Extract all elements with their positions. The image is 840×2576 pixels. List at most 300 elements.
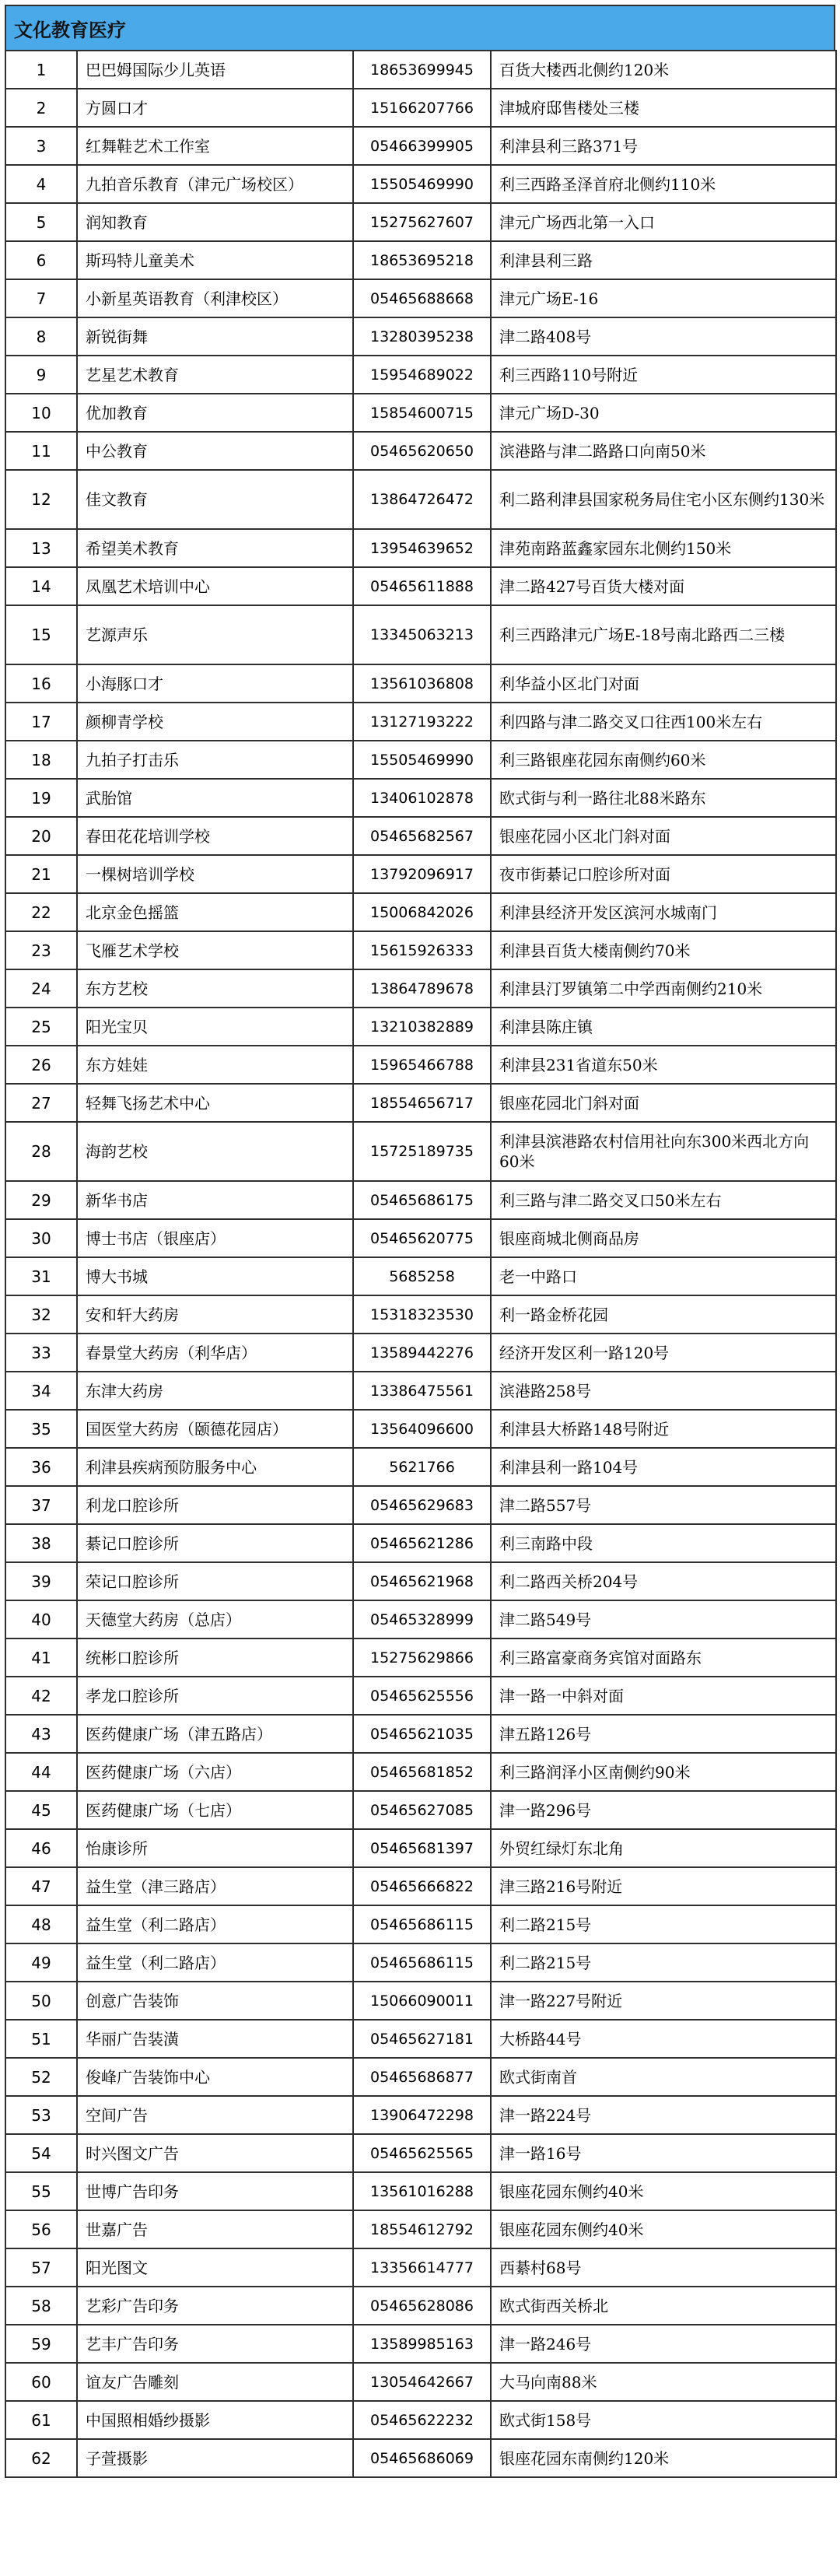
address-cell: 津一路一中斜对面 — [491, 1677, 836, 1715]
phone-number-cell: 18554612792 — [353, 2210, 491, 2248]
row-number-cell: 41 — [5, 1638, 77, 1677]
row-number-cell: 15 — [5, 605, 77, 664]
table-row — [5, 1677, 836, 1715]
business-name-cell: 中国照相婚纱摄影 — [77, 2401, 353, 2439]
business-name-cell: 孝龙口腔诊所 — [77, 1677, 353, 1715]
row-number-cell: 39 — [5, 1562, 77, 1600]
table-row — [5, 356, 836, 394]
row-number-cell: 45 — [5, 1791, 77, 1829]
phone-number-cell: 05465686175 — [353, 1181, 491, 1219]
business-name-cell: 春田花花培训学校 — [77, 817, 353, 855]
phone-number-cell: 15318323530 — [353, 1295, 491, 1334]
phone-number-cell: 13864726472 — [353, 470, 491, 529]
business-name-cell: 武胎馆 — [77, 779, 353, 817]
address-cell: 津一路224号 — [491, 2096, 836, 2134]
table-row — [5, 127, 836, 165]
row-number-cell: 7 — [5, 279, 77, 317]
business-name-cell: 利津县疾病预防服务中心 — [77, 1448, 353, 1486]
row-number-cell: 48 — [5, 1905, 77, 1943]
address-cell: 津一路296号 — [491, 1791, 836, 1829]
business-name-cell: 医药健康广场（六店） — [77, 1753, 353, 1791]
address-cell: 滨港路与津二路路口向南50米 — [491, 432, 836, 470]
table-row — [5, 2058, 836, 2096]
address-cell: 利津县百货大楼南侧约70米 — [491, 931, 836, 969]
phone-number-cell: 15954689022 — [353, 356, 491, 394]
row-number-cell: 62 — [5, 2439, 77, 2477]
address-cell: 津二路557号 — [491, 1486, 836, 1524]
table-row — [5, 664, 836, 703]
address-cell: 利津县利三路 — [491, 241, 836, 279]
table-row — [5, 741, 836, 779]
phone-number-cell: 05465682567 — [353, 817, 491, 855]
business-name-cell: 益生堂（津三路店） — [77, 1867, 353, 1905]
address-cell: 津元广场D-30 — [491, 394, 836, 432]
section-title: 文化教育医疗 — [5, 5, 835, 50]
address-cell: 银座花园东南侧约120米 — [491, 2439, 836, 2477]
business-name-cell: 阳光宝贝 — [77, 1008, 353, 1046]
directory-sheet — [0, 5, 840, 2576]
address-cell: 银座花园东侧约40米 — [491, 2210, 836, 2248]
address-cell: 银座花园北门斜对面 — [491, 1084, 836, 1122]
table-row — [5, 1829, 836, 1867]
address-cell: 欧式街与利一路往北88米路东 — [491, 779, 836, 817]
phone-number-cell: 05465686115 — [353, 1905, 491, 1943]
phone-number-cell: 13954639652 — [353, 529, 491, 567]
row-number-cell: 33 — [5, 1334, 77, 1372]
table-row — [5, 1295, 836, 1334]
table-row — [5, 605, 836, 664]
address-cell: 欧式街158号 — [491, 2401, 836, 2439]
table-row — [5, 2287, 836, 2325]
phone-number-cell: 13589442276 — [353, 1334, 491, 1372]
table-row — [5, 1638, 836, 1677]
address-cell: 利津县经济开发区滨河水城南门 — [491, 893, 836, 931]
phone-number-cell: 18554656717 — [353, 1084, 491, 1122]
row-number-cell: 37 — [5, 1486, 77, 1524]
phone-number-cell: 13356614777 — [353, 2248, 491, 2287]
business-name-cell: 小海豚口才 — [77, 664, 353, 703]
row-number-cell: 24 — [5, 969, 77, 1008]
table-row — [5, 1715, 836, 1753]
table-row — [5, 779, 836, 817]
business-name-cell: 艺源声乐 — [77, 605, 353, 664]
phone-number-cell: 05465628086 — [353, 2287, 491, 2325]
address-cell: 津二路408号 — [491, 317, 836, 356]
address-cell: 利四路与津二路交叉口往西100米左右 — [491, 703, 836, 741]
business-name-cell: 斯玛特儿童美术 — [77, 241, 353, 279]
row-number-cell: 13 — [5, 529, 77, 567]
business-name-cell: 春景堂大药房（利华店） — [77, 1334, 353, 1372]
address-cell: 利三南路中段 — [491, 1524, 836, 1562]
table-row — [5, 529, 836, 567]
phone-number-cell: 13280395238 — [353, 317, 491, 356]
phone-number-cell: 13561016288 — [353, 2172, 491, 2210]
phone-number-cell: 05466399905 — [353, 127, 491, 165]
table-row — [5, 470, 836, 529]
table-row — [5, 1791, 836, 1829]
row-number-cell: 50 — [5, 1982, 77, 2020]
address-cell: 利三西路圣泽首府北侧约110米 — [491, 165, 836, 203]
phone-number-cell: 18653695218 — [353, 241, 491, 279]
phone-number-cell: 05465622232 — [353, 2401, 491, 2439]
table-row — [5, 2020, 836, 2058]
row-number-cell: 10 — [5, 394, 77, 432]
address-cell: 西綦村68号 — [491, 2248, 836, 2287]
row-number-cell: 32 — [5, 1295, 77, 1334]
phone-number-cell: 05465686877 — [353, 2058, 491, 2096]
business-name-cell: 艺丰广告印务 — [77, 2325, 353, 2363]
address-cell: 百货大楼西北侧约120米 — [491, 51, 836, 89]
table-row — [5, 394, 836, 432]
address-cell: 津元广场E-16 — [491, 279, 836, 317]
business-name-cell: 世嘉广告 — [77, 2210, 353, 2248]
table-row — [5, 567, 836, 605]
table-row — [5, 165, 836, 203]
phone-number-cell: 05465611888 — [353, 567, 491, 605]
business-name-cell: 利龙口腔诊所 — [77, 1486, 353, 1524]
address-cell: 银座商城北侧商品房 — [491, 1219, 836, 1257]
table-body — [5, 51, 836, 2477]
table-row — [5, 1486, 836, 1524]
phone-number-cell: 13406102878 — [353, 779, 491, 817]
row-number-cell: 30 — [5, 1219, 77, 1257]
address-cell: 利津县滨港路农村信用社向东300米西北方向60米 — [491, 1122, 836, 1181]
address-cell: 利华益小区北门对面 — [491, 664, 836, 703]
business-name-cell: 海韵艺校 — [77, 1122, 353, 1181]
phone-number-cell: 15854600715 — [353, 394, 491, 432]
address-cell: 津苑南路蓝鑫家园东北侧约150米 — [491, 529, 836, 567]
phone-number-cell: 13561036808 — [353, 664, 491, 703]
phone-number-cell: 05465328999 — [353, 1600, 491, 1638]
phone-number-cell: 05465627181 — [353, 2020, 491, 2058]
row-number-cell: 59 — [5, 2325, 77, 2363]
row-number-cell: 19 — [5, 779, 77, 817]
address-cell: 大马向南88米 — [491, 2363, 836, 2401]
row-number-cell: 58 — [5, 2287, 77, 2325]
address-cell: 老一中路口 — [491, 1257, 836, 1295]
business-name-cell: 飞雁艺术学校 — [77, 931, 353, 969]
row-number-cell: 25 — [5, 1008, 77, 1046]
address-cell: 夜市街綦记口腔诊所对面 — [491, 855, 836, 893]
table-row — [5, 2210, 836, 2248]
business-name-cell: 阳光图文 — [77, 2248, 353, 2287]
row-number-cell: 20 — [5, 817, 77, 855]
table-row — [5, 2363, 836, 2401]
business-name-cell: 艺彩广告印务 — [77, 2287, 353, 2325]
business-name-cell: 益生堂（利二路店） — [77, 1943, 353, 1982]
row-number-cell: 35 — [5, 1410, 77, 1448]
business-name-cell: 博大书城 — [77, 1257, 353, 1295]
phone-number-cell: 15725189735 — [353, 1122, 491, 1181]
row-number-cell: 17 — [5, 703, 77, 741]
phone-number-cell: 13589985163 — [353, 2325, 491, 2363]
table-row — [5, 2172, 836, 2210]
address-cell: 滨港路258号 — [491, 1372, 836, 1410]
business-name-cell: 医药健康广场（津五路店） — [77, 1715, 353, 1753]
business-name-cell: 空间广告 — [77, 2096, 353, 2134]
row-number-cell: 60 — [5, 2363, 77, 2401]
row-number-cell: 42 — [5, 1677, 77, 1715]
address-cell: 津元广场西北第一入口 — [491, 203, 836, 241]
table-row — [5, 2096, 836, 2134]
row-number-cell: 31 — [5, 1257, 77, 1295]
phone-number-cell: 05465620650 — [353, 432, 491, 470]
row-number-cell: 9 — [5, 356, 77, 394]
phone-number-cell: 13210382889 — [353, 1008, 491, 1046]
address-cell: 津城府邸售楼处三楼 — [491, 89, 836, 127]
table-row — [5, 855, 836, 893]
phone-number-cell: 15275629866 — [353, 1638, 491, 1677]
phone-number-cell: 13564096600 — [353, 1410, 491, 1448]
address-cell: 利一路金桥花园 — [491, 1295, 836, 1334]
row-number-cell: 5 — [5, 203, 77, 241]
table-row — [5, 1448, 836, 1486]
address-cell: 大桥路44号 — [491, 2020, 836, 2058]
address-cell: 银座花园东侧约40米 — [491, 2172, 836, 2210]
phone-number-cell: 13127193222 — [353, 703, 491, 741]
address-cell: 利二路利津县国家税务局住宅小区东侧约130米 — [491, 470, 836, 529]
table-row — [5, 1524, 836, 1562]
row-number-cell: 43 — [5, 1715, 77, 1753]
table-row — [5, 1334, 836, 1372]
row-number-cell: 56 — [5, 2210, 77, 2248]
business-name-cell: 怡康诊所 — [77, 1829, 353, 1867]
address-cell: 利三路与津二路交叉口50米左右 — [491, 1181, 836, 1219]
table-row — [5, 1943, 836, 1982]
table-row — [5, 432, 836, 470]
business-name-cell: 华丽广告装潢 — [77, 2020, 353, 2058]
business-name-cell: 子萱摄影 — [77, 2439, 353, 2477]
row-number-cell: 36 — [5, 1448, 77, 1486]
phone-number-cell: 05465620775 — [353, 1219, 491, 1257]
address-cell: 利津县利一路104号 — [491, 1448, 836, 1486]
phone-number-cell: 05465686115 — [353, 1943, 491, 1982]
table-row — [5, 1982, 836, 2020]
phone-number-cell: 13345063213 — [353, 605, 491, 664]
row-number-cell: 53 — [5, 2096, 77, 2134]
address-cell: 利三西路津元广场E-18号南北路西二三楼 — [491, 605, 836, 664]
row-number-cell: 1 — [5, 51, 77, 89]
table-row — [5, 1084, 836, 1122]
phone-number-cell: 15006842026 — [353, 893, 491, 931]
address-cell: 津一路16号 — [491, 2134, 836, 2172]
phone-number-cell: 13792096917 — [353, 855, 491, 893]
phone-number-cell: 13386475561 — [353, 1372, 491, 1410]
table-row — [5, 1219, 836, 1257]
row-number-cell: 6 — [5, 241, 77, 279]
row-number-cell: 14 — [5, 567, 77, 605]
business-name-cell: 安和轩大药房 — [77, 1295, 353, 1334]
phone-number-cell: 05465621035 — [353, 1715, 491, 1753]
table-row — [5, 1867, 836, 1905]
row-number-cell: 12 — [5, 470, 77, 529]
address-cell: 利二路西关桥204号 — [491, 1562, 836, 1600]
address-cell: 外贸红绿灯东北角 — [491, 1829, 836, 1867]
address-cell: 银座花园小区北门斜对面 — [491, 817, 836, 855]
table-row — [5, 2325, 836, 2363]
address-cell: 利三路银座花园东南侧约60米 — [491, 741, 836, 779]
business-name-cell: 小新星英语教育（利津校区） — [77, 279, 353, 317]
address-cell: 欧式街南首 — [491, 2058, 836, 2096]
business-name-cell: 巴巴姆国际少儿英语 — [77, 51, 353, 89]
table-row — [5, 203, 836, 241]
row-number-cell: 2 — [5, 89, 77, 127]
address-cell: 经济开发区利一路120号 — [491, 1334, 836, 1372]
address-cell: 利二路215号 — [491, 1905, 836, 1943]
business-name-cell: 北京金色摇篮 — [77, 893, 353, 931]
phone-number-cell: 15275627607 — [353, 203, 491, 241]
phone-number-cell: 05465686069 — [353, 2439, 491, 2477]
business-name-cell: 方圆口才 — [77, 89, 353, 127]
business-name-cell: 凤凰艺术培训中心 — [77, 567, 353, 605]
phone-number-cell: 05465681397 — [353, 1829, 491, 1867]
phone-number-cell: 18653699945 — [353, 51, 491, 89]
business-name-cell: 国医堂大药房（颐德花园店） — [77, 1410, 353, 1448]
table-row — [5, 1753, 836, 1791]
business-name-cell: 綦记口腔诊所 — [77, 1524, 353, 1562]
phone-number-cell: 05465629683 — [353, 1486, 491, 1524]
table-row — [5, 1410, 836, 1448]
address-cell: 利津县汀罗镇第二中学西南侧约210米 — [491, 969, 836, 1008]
business-name-cell: 一棵树培训学校 — [77, 855, 353, 893]
address-cell: 津三路216号附近 — [491, 1867, 836, 1905]
business-name-cell: 谊友广告雕刻 — [77, 2363, 353, 2401]
business-name-cell: 东方娃娃 — [77, 1046, 353, 1084]
business-name-cell: 红舞鞋艺术工作室 — [77, 127, 353, 165]
row-number-cell: 44 — [5, 1753, 77, 1791]
business-name-cell: 荣记口腔诊所 — [77, 1562, 353, 1600]
business-name-cell: 世博广告印务 — [77, 2172, 353, 2210]
business-name-cell: 统彬口腔诊所 — [77, 1638, 353, 1677]
phone-number-cell: 15965466788 — [353, 1046, 491, 1084]
table-row — [5, 1600, 836, 1638]
table-row — [5, 89, 836, 127]
business-name-cell: 新华书店 — [77, 1181, 353, 1219]
business-name-cell: 新锐街舞 — [77, 317, 353, 356]
address-cell: 利三路润泽小区南侧约90米 — [491, 1753, 836, 1791]
table-row — [5, 1008, 836, 1046]
row-number-cell: 4 — [5, 165, 77, 203]
row-number-cell: 28 — [5, 1122, 77, 1181]
address-cell: 津一路227号附近 — [491, 1982, 836, 2020]
row-number-cell: 3 — [5, 127, 77, 165]
row-number-cell: 40 — [5, 1600, 77, 1638]
phone-number-cell: 05465621968 — [353, 1562, 491, 1600]
address-cell: 利三西路110号附近 — [491, 356, 836, 394]
business-name-cell: 博士书店（银座店） — [77, 1219, 353, 1257]
table-row — [5, 703, 836, 741]
table-row — [5, 1562, 836, 1600]
business-name-cell: 医药健康广场（七店） — [77, 1791, 353, 1829]
row-number-cell: 47 — [5, 1867, 77, 1905]
row-number-cell: 29 — [5, 1181, 77, 1219]
phone-number-cell: 15166207766 — [353, 89, 491, 127]
phone-number-cell: 13054642667 — [353, 2363, 491, 2401]
row-number-cell: 22 — [5, 893, 77, 931]
table-row — [5, 1181, 836, 1219]
table-row — [5, 279, 836, 317]
table-row — [5, 2401, 836, 2439]
phone-number-cell: 5685258 — [353, 1257, 491, 1295]
row-number-cell: 16 — [5, 664, 77, 703]
table-row — [5, 1122, 836, 1181]
row-number-cell: 26 — [5, 1046, 77, 1084]
table-row — [5, 1372, 836, 1410]
business-name-cell: 优加教育 — [77, 394, 353, 432]
row-number-cell: 23 — [5, 931, 77, 969]
phone-number-cell: 05465666822 — [353, 1867, 491, 1905]
table-row — [5, 1046, 836, 1084]
table-row — [5, 969, 836, 1008]
phone-number-cell: 15505469990 — [353, 741, 491, 779]
table-row — [5, 1257, 836, 1295]
address-cell: 利津县陈庄镇 — [491, 1008, 836, 1046]
business-name-cell: 艺星艺术教育 — [77, 356, 353, 394]
table-row — [5, 241, 836, 279]
business-name-cell: 中公教育 — [77, 432, 353, 470]
table-row — [5, 2248, 836, 2287]
row-number-cell: 38 — [5, 1524, 77, 1562]
business-name-cell: 天德堂大药房（总店） — [77, 1600, 353, 1638]
table-row — [5, 817, 836, 855]
phone-number-cell: 05465627085 — [353, 1791, 491, 1829]
phone-number-cell: 05465688668 — [353, 279, 491, 317]
row-number-cell: 27 — [5, 1084, 77, 1122]
phone-number-cell: 5621766 — [353, 1448, 491, 1486]
table-row — [5, 1905, 836, 1943]
directory-table — [5, 50, 837, 2478]
row-number-cell: 52 — [5, 2058, 77, 2096]
business-name-cell: 希望美术教育 — [77, 529, 353, 567]
table-row — [5, 2134, 836, 2172]
phone-number-cell: 15066090011 — [353, 1982, 491, 2020]
table-row — [5, 317, 836, 356]
row-number-cell: 8 — [5, 317, 77, 356]
address-cell: 津二路549号 — [491, 1600, 836, 1638]
address-cell: 利二路215号 — [491, 1943, 836, 1982]
address-cell: 津二路427号百货大楼对面 — [491, 567, 836, 605]
phone-number-cell: 05465625556 — [353, 1677, 491, 1715]
business-name-cell: 润知教育 — [77, 203, 353, 241]
table-row — [5, 931, 836, 969]
address-cell: 利津县大桥路148号附近 — [491, 1410, 836, 1448]
row-number-cell: 18 — [5, 741, 77, 779]
business-name-cell: 东津大药房 — [77, 1372, 353, 1410]
table-row — [5, 2439, 836, 2477]
row-number-cell: 21 — [5, 855, 77, 893]
phone-number-cell: 05465681852 — [353, 1753, 491, 1791]
business-name-cell: 九拍音乐教育（津元广场校区） — [77, 165, 353, 203]
address-cell: 利津县利三路371号 — [491, 127, 836, 165]
phone-number-cell: 05465621286 — [353, 1524, 491, 1562]
phone-number-cell: 05465625565 — [353, 2134, 491, 2172]
address-cell: 利津县231省道东50米 — [491, 1046, 836, 1084]
row-number-cell: 11 — [5, 432, 77, 470]
business-name-cell: 东方艺校 — [77, 969, 353, 1008]
phone-number-cell: 13864789678 — [353, 969, 491, 1008]
phone-number-cell: 15615926333 — [353, 931, 491, 969]
row-number-cell: 57 — [5, 2248, 77, 2287]
address-cell: 津一路246号 — [491, 2325, 836, 2363]
row-number-cell: 34 — [5, 1372, 77, 1410]
business-name-cell: 轻舞飞扬艺术中心 — [77, 1084, 353, 1122]
business-name-cell: 时兴图文广告 — [77, 2134, 353, 2172]
phone-number-cell: 13906472298 — [353, 2096, 491, 2134]
table-row — [5, 51, 836, 89]
business-name-cell: 创意广告装饰 — [77, 1982, 353, 2020]
business-name-cell: 益生堂（利二路店） — [77, 1905, 353, 1943]
row-number-cell: 46 — [5, 1829, 77, 1867]
